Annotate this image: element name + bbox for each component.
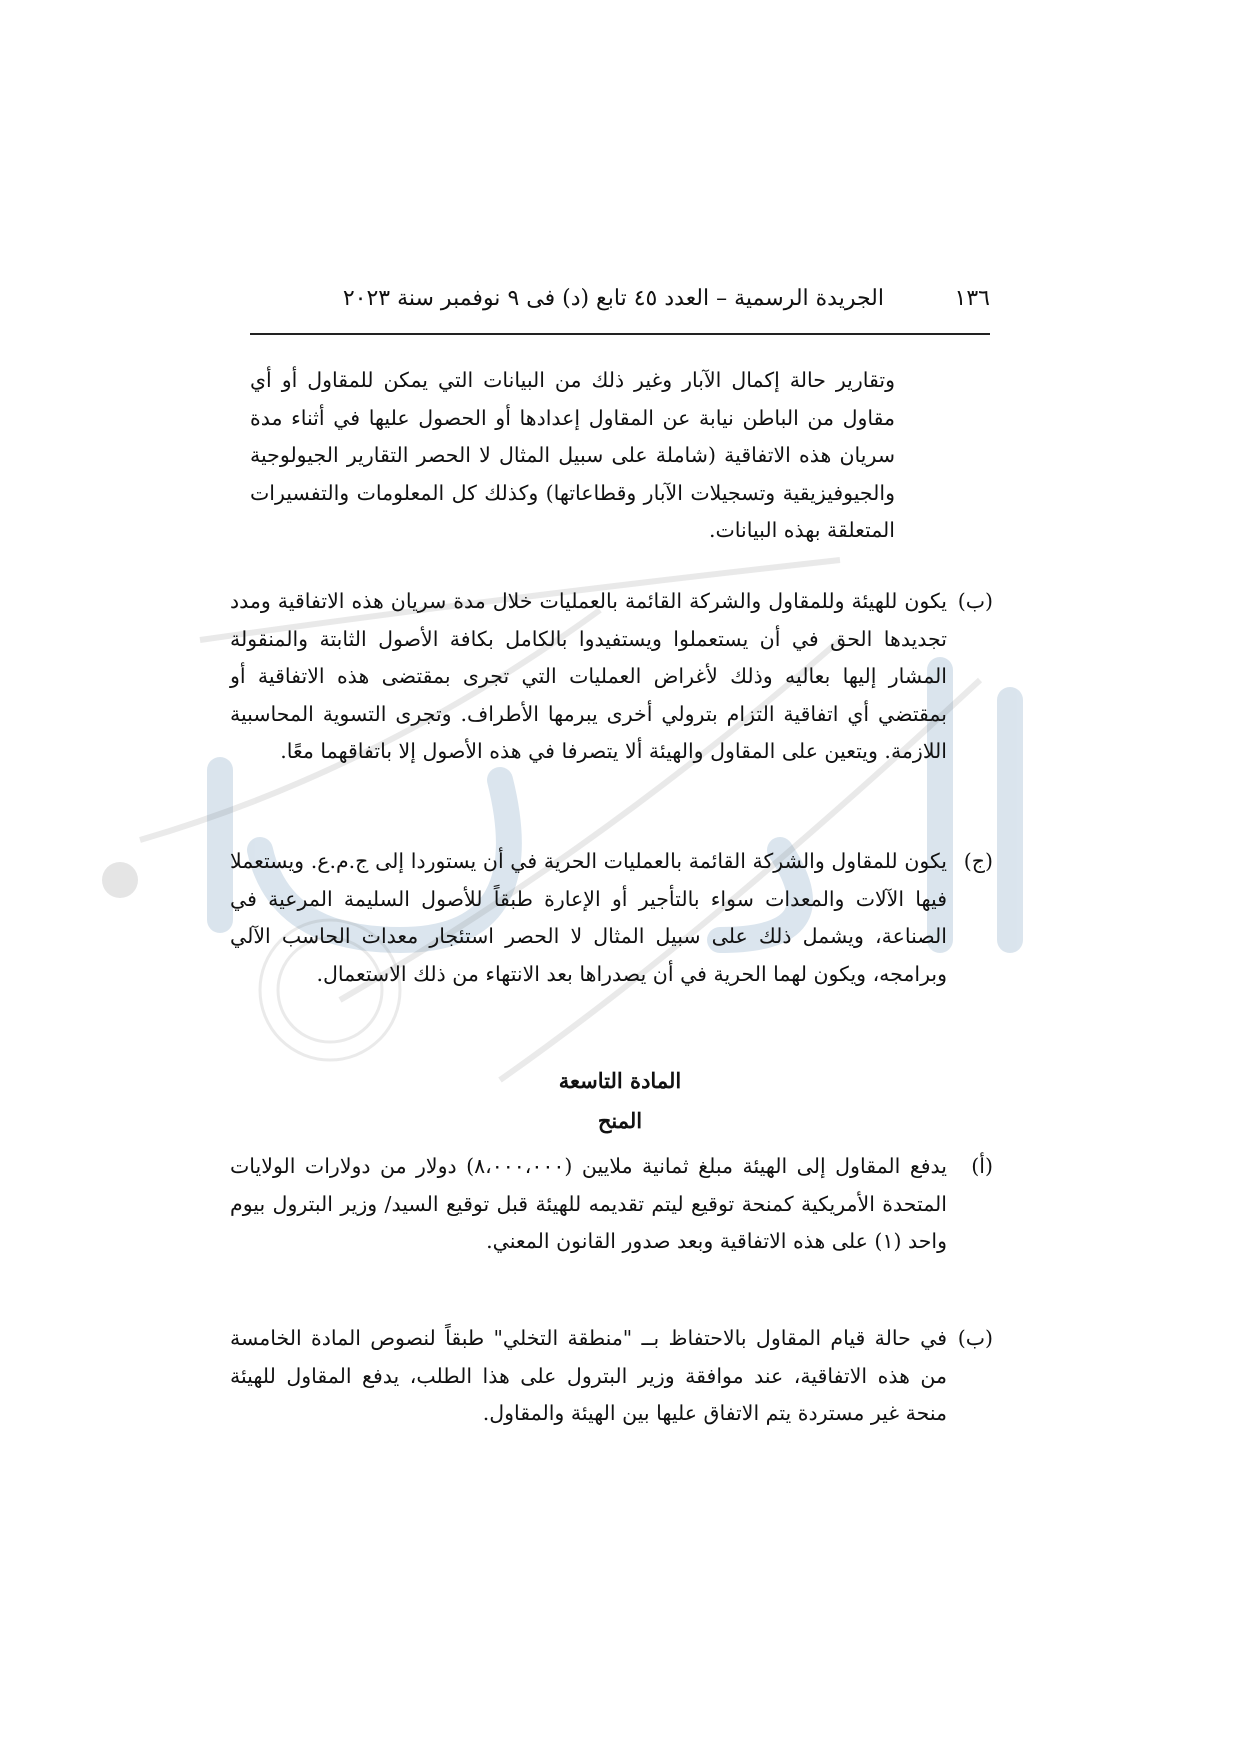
clause-j [230, 843, 993, 993]
page-number: ١٣٦ [954, 286, 990, 311]
clause-marker: (ج) [963, 849, 993, 873]
grant-clause-a [230, 1148, 993, 1261]
header-divider [250, 333, 990, 335]
clause-text: يدفع المقاول إلى الهيئة مبلغ ثمانية ملايين (٨،٠٠٠،٠٠٠) دولار من دولارات الولايات المتحدة الأمريكية كمنحة توقيع ليتم تقديمه للهيئة قبل توقيع السيد/ وزير البترول بيوم واحد (١) على هذه الاتفاقية وبعد صدور القانون المعني. [230, 1154, 947, 1254]
article-subheading: المنح [597, 1108, 643, 1133]
clause-marker: (أ) [971, 1154, 993, 1178]
clause-b [230, 583, 993, 771]
clause-text: يكون للمقاول والشركة القائمة بالعمليات الحرية في أن يستوردا إلى ج.م.ع. ويستعملا فيها الآلات والمعدات سواء بالتأجير أو الإعارة طبقاً للأصول السليمة المرعية في الصناعة، ويشمل ذلك على سبيل المثال لا الحصر استئجار معدات الحاسب الآلي وبرامجه، ويكون لهما الحرية في أن يصدراها بعد الانتهاء من ذلك الاستعمال. [230, 849, 947, 986]
gazette-title: الجريدة الرسمية – العدد ٤٥ تابع (د) فى ٩ نوفمبر سنة ٢٠٢٣ [342, 286, 884, 311]
clause-marker: (ب) [957, 589, 993, 613]
grant-clause-b [230, 1320, 993, 1433]
article-heading: المادة التاسعة [558, 1068, 682, 1093]
continuation-paragraph: وتقارير حالة إكمال الآبار وغير ذلك من البيانات التي يمكن للمقاول أو أي مقاول من الباطن نيابة عن المقاول إعدادها أو الحصول عليها في أثناء مدة سريان هذه الاتفاقية (شاملة على سبيل المثال لا الحصر التقارير الجيولوجية والجيوفيزيقية وتسجيلات الآبار وقطاعاتها) وكذلك كل المعلومات والتفسيرات المتعلقة بهذه البيانات. [250, 368, 895, 543]
running-header [250, 286, 990, 322]
clause-text: في حالة قيام المقاول بالاحتفاظ بــ "منطقة التخلي" طبقاً لنصوص المادة الخامسة من هذه الاتفاقية، عند موافقة وزير البترول على هذا الطلب، يدفع المقاول للهيئة منحة غير مستردة يتم الاتفاق عليها بين الهيئة والمقاول. [230, 1326, 947, 1426]
clause-marker: (ب) [957, 1326, 993, 1350]
clause-text: يكون للهيئة وللمقاول والشركة القائمة بالعمليات خلال مدة سريان هذه الاتفاقية ومدد تجديدها الحق في أن يستعملوا ويستفيدوا بالكامل بكافة الأصول الثابتة والمنقولة المشار إليها بعاليه وذلك لأغراض العمليات التي تجرى بمقتضى هذه الاتفاقية أو بمقتضي أي اتفاقية التزام بترولي أخرى يبرمها الأطراف. وتجرى التسوية المحاسبية اللازمة. ويتعين على المقاول والهيئة ألا يتصرفا في هذه الأصول إلا باتفاقهما معًا. [230, 589, 947, 764]
